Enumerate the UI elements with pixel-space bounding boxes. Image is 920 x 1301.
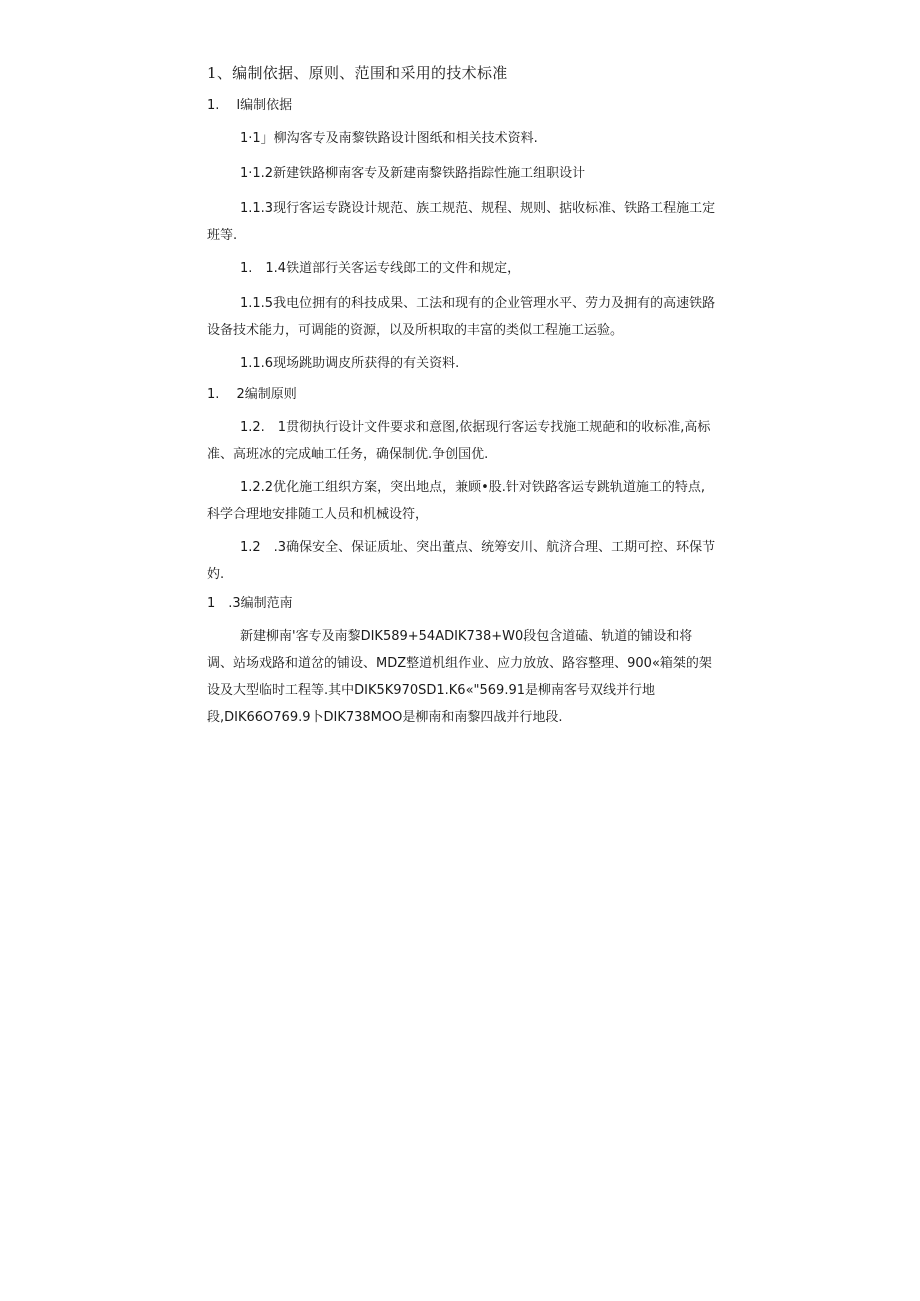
section-heading-basis: 1. l编制依据 (207, 98, 293, 113)
document-body (207, 62, 717, 737)
paragraph-1-2-2: 1.2.2优化施工组织方案，突出地点，兼顾•股.针对铁路客运专跳轨道施工的特点,科学合理地安排随工人员和机械设符， (207, 480, 706, 522)
paragraph-1-2-1: 1.2. 1贯彻执行设计文件要求和意图,依据现行客运专找施工规葩和的收标准,高标准、高班冰的完成岫工任务，确保制优.争创国优. (207, 420, 711, 462)
document-title: 1、编制依据、原则、范围和采用的技术标准 (207, 64, 508, 82)
paragraph-1-2-3: 1.2 .3确保安全、保证质址、突出董点、统筹安川、航济合理、工期可控、环保节妁. (207, 540, 716, 582)
paragraph-1-1-5: 1.1.5我电位拥有的科技成果、工法和现有的企业管理水平、劳力及拥有的高速铁路设备技术能力，可调能的资源，以及所枳取的丰富的类似工程施工运验。 (207, 296, 716, 338)
paragraph-1-3-scope: 新建柳南'客专及南黎DIK589+54ADIK738+W0段包含道磕、轨道的铺设和将调、站场戏路和道岔的铺设、MDZ整道机组作业、应力放放、路容整理、900«箱桀的架设及大型临时工程等.其中DIK5K970SD1.K6«"569.91是柳南客号双线并行地段,DIK66O769.9卜DIK738MOO是柳南和南黎四战并行地段. (207, 629, 712, 725)
section-heading-scope: 1 .3编制范南 (207, 596, 293, 611)
paragraph-1-1-6: 1.1.6现场跳助调皮所获得的有关资料. (240, 356, 460, 371)
paragraph-1-1-4: 1. 1.4铁道部行关客运专线郎工的文件和规定， (240, 261, 521, 276)
paragraph-1-1-1: 1·1」柳沟客专及南黎铁路设计图纸和相关技术资料. (240, 131, 538, 146)
section-heading-principles: 1. 2编制原则 (207, 387, 297, 402)
paragraph-1-1-2: 1·1.2新建铁路柳南客专及新建南黎铁路指踪性施工组职设计 (240, 166, 586, 181)
paragraph-1-1-3: 1.1.3现行客运专跷设计规范、族工规范、规程、规则、掂收标准、铁路工程施工定班等. (207, 201, 716, 243)
